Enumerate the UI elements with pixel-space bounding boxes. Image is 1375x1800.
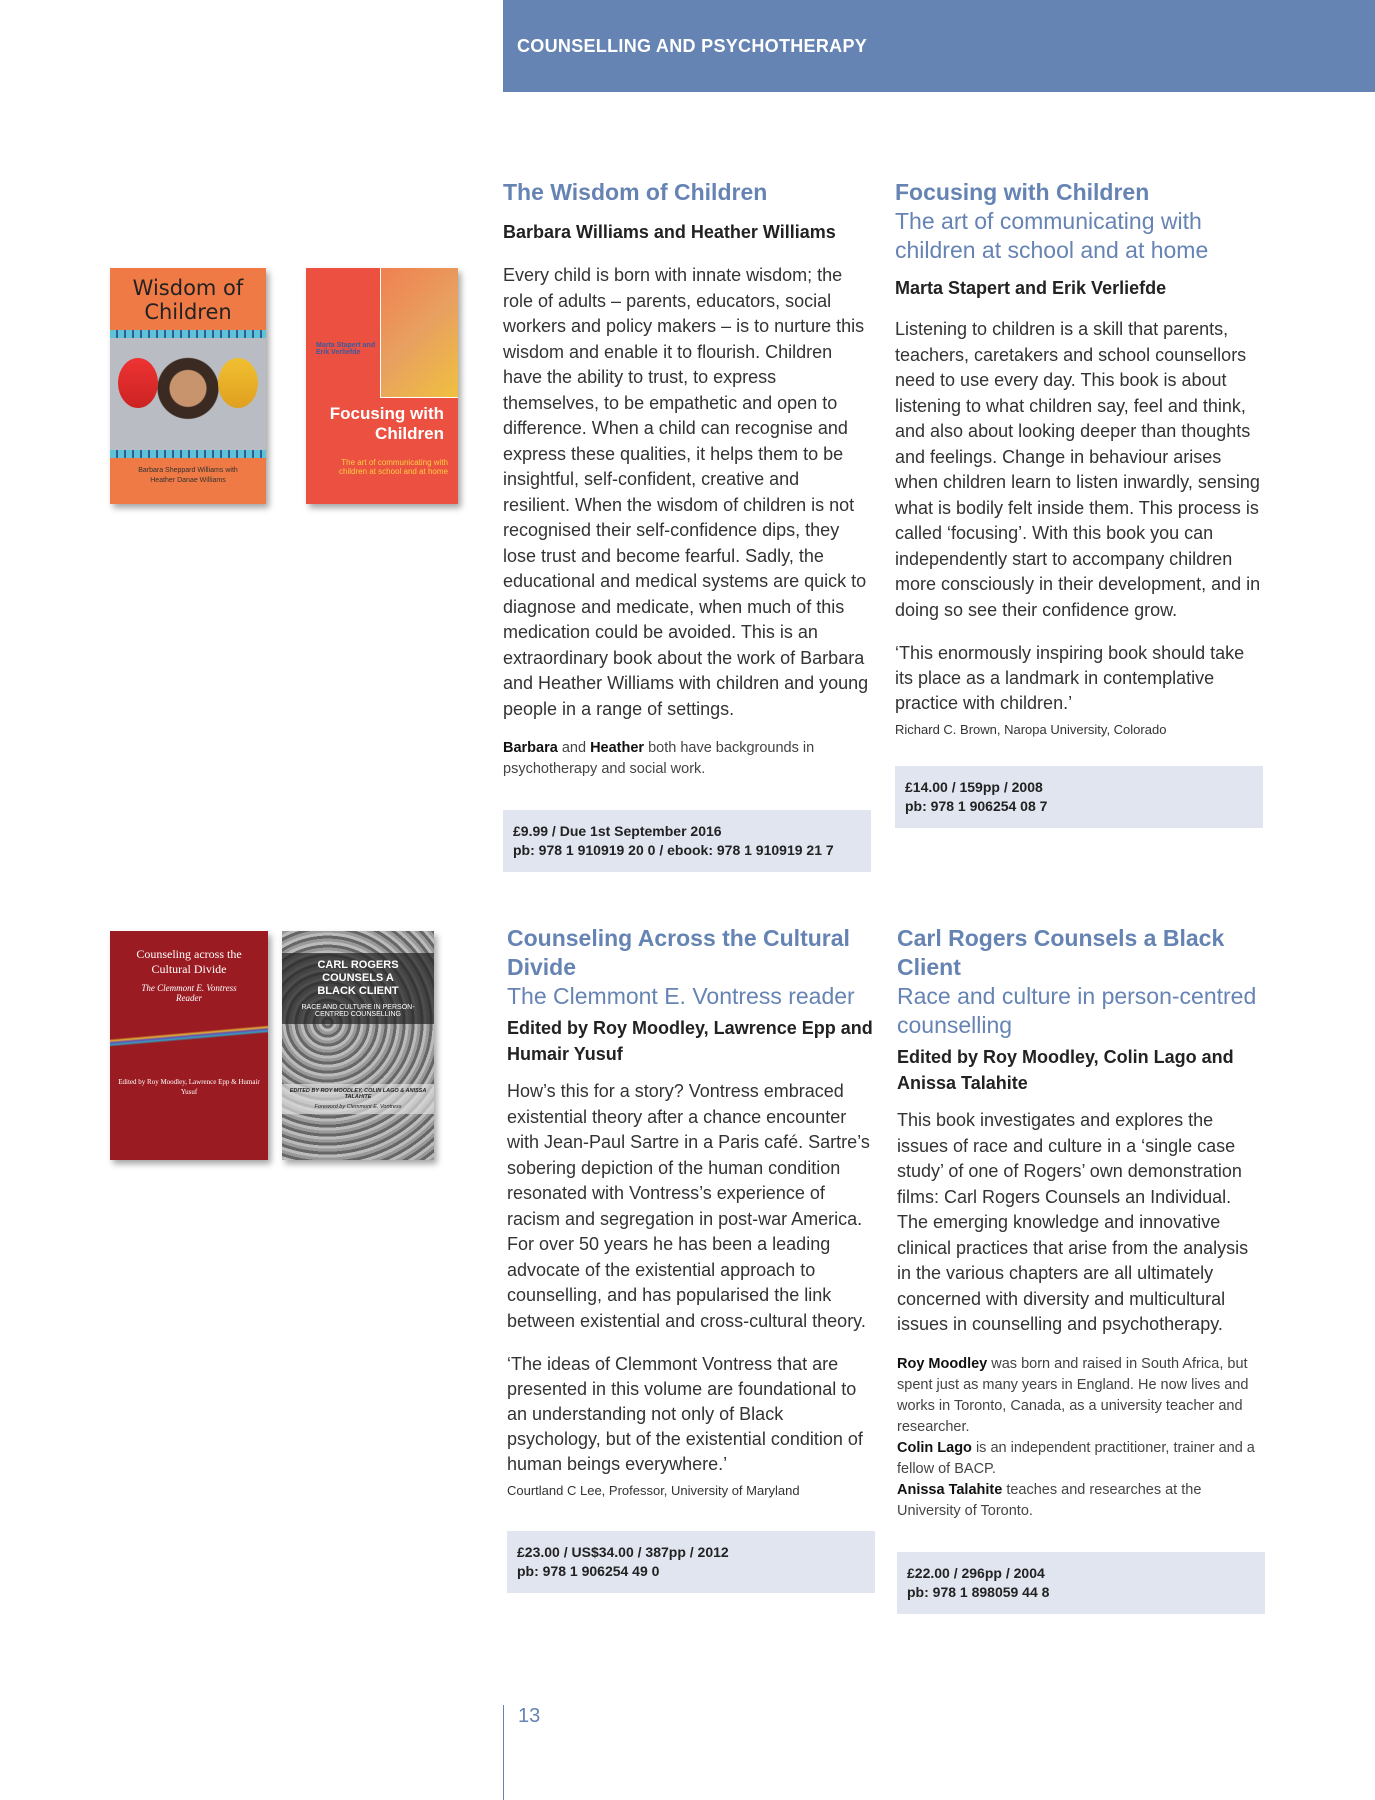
bio-name: Roy Moodley (897, 1355, 988, 1372)
cover-photo (110, 338, 266, 450)
book-title: Carl Rogers Counsels a Black Client (897, 925, 1225, 980)
isbn-line: pb: 978 1 898059 44 8 (907, 1583, 1050, 1600)
cover-carl-rogers (282, 931, 434, 1160)
book-counseling-cultural-divide (507, 924, 875, 1593)
book-authors: Edited by Roy Moodley, Lawrence Epp and Humair Yusuf (507, 1018, 873, 1064)
author-bio (503, 738, 871, 780)
book-authors: Edited by Roy Moodley, Colin Lago and Anissa Talahite (897, 1047, 1234, 1093)
book-description: Listening to children is a skill that parents, teachers, caretakers and school counsellors need to use every day. This book is about listening to what children say, feel and think, and also about looking deeper than thoughts and feelings. Change in behaviour arises when children learn to listen inwardly, sensing what is bodily felt inside them. This process is called ‘focusing’. With this book you can independently start to accompany children more consciously in their development, and in doing so see their confidence grow. (895, 319, 1261, 620)
bio-name: Anissa Talahite (897, 1481, 1003, 1498)
price-box (507, 1531, 875, 1593)
cover-subtitle: The Clemmont E. Vontress Reader (141, 983, 237, 1003)
cover-title: CARL ROGERS COUNSELS A BLACK CLIENT (317, 959, 399, 997)
book-title: Focusing with Children (895, 179, 1150, 205)
cover-counseling-cultural-divide (110, 931, 268, 1160)
isbn-line: pb: 978 1 906254 08 7 (905, 798, 1048, 814)
review-quote: ‘This enormously inspiring book should take its place as a landmark in contemplative practice with children.’ (895, 643, 1245, 713)
cover-wisdom-of-children (110, 268, 266, 504)
author-bio (897, 1354, 1265, 1522)
footer-divider (503, 1705, 504, 1800)
book-carl-rogers (897, 924, 1265, 1614)
bio-name: Heather (590, 740, 645, 756)
book-subtitle: The art of communicating with children at school and at home (895, 208, 1209, 263)
cover-foreword: Foreword by Clemmont E. Vontress (314, 1104, 402, 1110)
bio-name: Barbara (503, 740, 558, 756)
bio-text: is an independent practitioner, trainer and a fellow of BACP. (897, 1439, 1255, 1477)
price-box (895, 766, 1263, 828)
book-subtitle: Race and culture in person-centred counselling (897, 983, 1257, 1038)
price-line: £22.00 / 296pp / 2004 (907, 1564, 1045, 1581)
cover-title: Focusing with Children (329, 404, 444, 443)
page-number: 13 (518, 1705, 541, 1727)
cover-title: Wisdom of Children (132, 276, 244, 324)
bio-name: Colin Lago (897, 1439, 972, 1456)
isbn-line: pb: 978 1 910919 20 0 / ebook: 978 1 910919 21 7 (513, 842, 834, 858)
bio-text: and (557, 740, 591, 756)
cover-subtitle: The art of communicating with children at school and at home (339, 458, 448, 476)
price-box (897, 1552, 1265, 1614)
bio-text: teaches and researches at the University of Toronto. (897, 1481, 1202, 1519)
book-subtitle: The Clemmont E. Vontress reader (507, 983, 855, 1009)
book-authors: Marta Stapert and Erik Verliefde (895, 278, 1167, 298)
book-description: This book investigates and explores the issues of race and culture in a ‘single case study’ of one of Rogers’ own demonstration films: Carl Rogers Counsels an Individual. The emerging knowledge and innovative clinical practices that arise from the analysis in the various chapters are all ultimately concerned with diversity and multicultural issues in counselling and psychotherapy. (897, 1110, 1249, 1334)
quote-source: Courtland C Lee, Professor, University of Maryland (507, 1483, 800, 1498)
book-description: Every child is born with innate wisdom; the role of adults – parents, educators, social workers and policy makers – is to nurture this wisdom and enable it to flourish. Children have the ability to trust, to express themselves, to be empathetic and open to difference. When a child can recognise and express these qualities, it helps them to be insightful, self-confident, creative and resilient. When the wisdom of children is not recognised their self-confidence dips, they lose trust and become fearful. Sadly, the educational and medical systems are quick to diagnose and medicate, when much of this medication could be avoided. This is an extraordinary book about the work of Barbara and Heather Williams with children and young people in a range of settings. (503, 265, 869, 719)
isbn-line: pb: 978 1 906254 49 0 (517, 1563, 660, 1579)
cover-editors: EDITED BY ROY MOODLEY, COLIN LAGO & ANISSA TALAHITE (289, 1088, 427, 1100)
review-quote: ‘The ideas of Clemmont Vontress that are presented in this volume are foundational to an understanding not only of Black psychology, but of the existential condition of human beings everywhere.’ (507, 1354, 863, 1474)
cover-title: Counseling across the Cultural Divide (136, 947, 242, 976)
quote-source: Richard C. Brown, Naropa University, Colorado (895, 722, 1167, 737)
price-line: £23.00 / US$34.00 / 387pp / 2012 (517, 1544, 729, 1560)
section-title: COUNSELLING AND PSYCHOTHERAPY (517, 36, 868, 56)
cover-authors: Barbara Sheppard Williams with Heather Danae Williams (138, 467, 238, 484)
book-focusing-with-children (895, 178, 1263, 828)
cover-drawing (380, 268, 458, 398)
bio-text: both have backgrounds in psychotherapy and social work. (503, 740, 815, 777)
book-description: How’s this for a story? Vontress embraced existential theory after a chance encounter with Jean-Paul Sartre in a Paris café. Sartre’s sobering depiction of the human condition resonated with Vontress’s experience of racism and segregation in post-war America. For over 50 years he has been a leading advocate of the existential approach to counselling, and has popularised the link between existential and cross-cultural theory. (507, 1081, 870, 1331)
price-line: £9.99 / Due 1st September 2016 (513, 823, 722, 839)
section-header (503, 0, 1375, 92)
cover-subtitle: RACE AND CULTURE IN PERSON-CENTRED COUNSELLING (301, 1004, 415, 1018)
book-title: The Wisdom of Children (503, 179, 768, 205)
cover-focusing-with-children (306, 268, 458, 504)
book-wisdom-of-children (503, 178, 871, 872)
book-title: Counseling Across the Cultural Divide (507, 925, 850, 980)
price-line: £14.00 / 159pp / 2008 (905, 779, 1043, 795)
bio-text: was born and raised in South Africa, but spent just as many years in England. He now lives and works in Toronto, Canada, as a university teacher and researcher. (897, 1355, 1249, 1435)
book-authors: Barbara Williams and Heather Williams (503, 222, 836, 242)
price-box (503, 810, 871, 872)
cover-editors: Edited by Roy Moodley, Lawrence Epp & Humair Yusuf (118, 1078, 260, 1096)
cover-authors: Marta Stapert and Erik Verliefde (316, 342, 376, 356)
